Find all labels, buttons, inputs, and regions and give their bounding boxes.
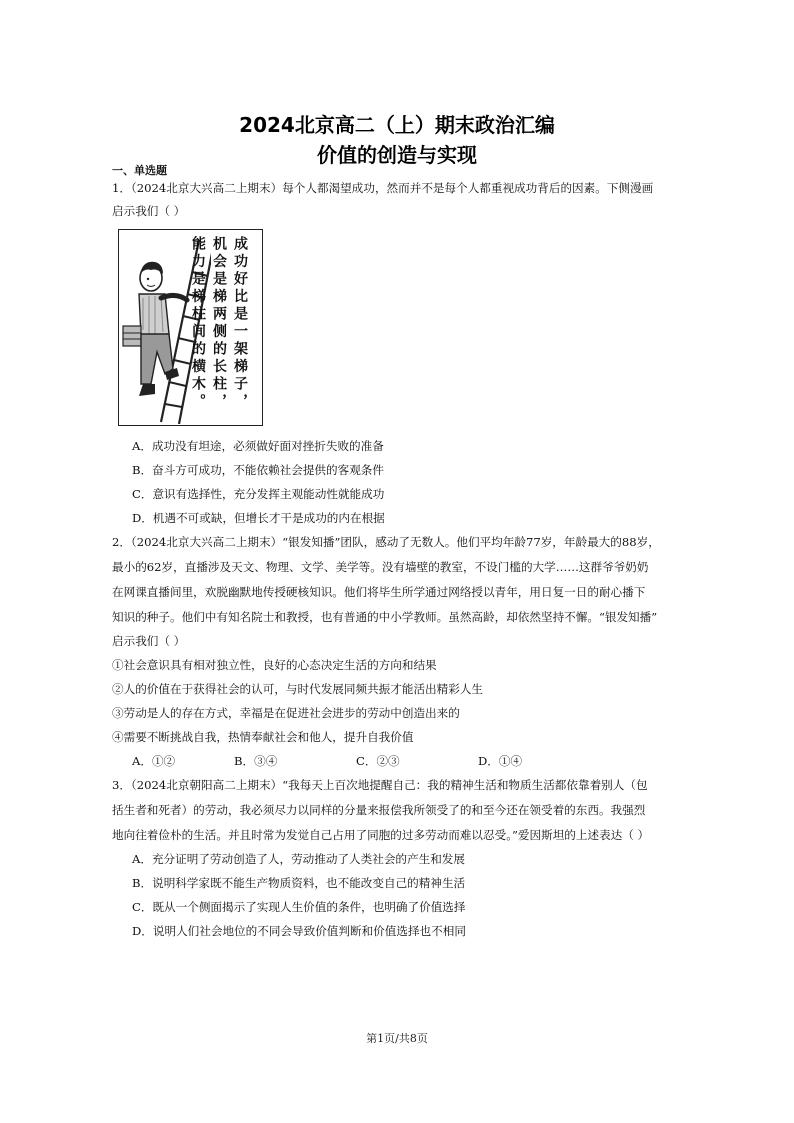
cartoon-caption-col3: 能力是梯柱间的横木。 [190, 236, 206, 411]
q3-option-d: D．说明人们社会地位的不同会导致价值判断和价值选择也不相同 [132, 924, 466, 938]
page-number: 第1页/共8页 [366, 1032, 428, 1045]
q3-stem-line3: 地向往着俭朴的生活。并且时常为发觉自己占用了同胞的过多劳动而难以忍受。”爱因斯坦的上述表达（ ） [112, 828, 650, 842]
q2-choice-b: B．③④ [234, 754, 278, 768]
q1-option-a: A．成功没有坦途，必须做好面对挫折失败的准备 [132, 439, 384, 453]
q1-stem-line1: 1．（2024北京大兴高二上期末）每个人都渴望成功，然而并不是每个人都重视成功背后的因素。下侧漫画 [112, 181, 654, 195]
q2-statement-1: ①社会意识具有相对独立性，良好的心态决定生活的方向和结果 [112, 658, 437, 672]
q2-choice-d: D．①④ [478, 754, 523, 768]
q2-stem-line1: 2．（2024北京大兴高二上期末）“银发知播”团队，感动了无数人。他们平均年龄77岁，年龄最大的88岁， [112, 535, 660, 549]
q2-choice-a: A．①② [132, 754, 176, 768]
section-label: 一、单选题 [112, 164, 167, 177]
q1-stem-line2: 启示我们（ ） [112, 204, 186, 218]
q3-option-b: B．说明科学家既不能生产物质资料，也不能改变自己的精神生活 [132, 876, 466, 890]
q2-statement-3: ③劳动是人的存在方式，幸福是在促进社会进步的劳动中创造出来的 [112, 706, 460, 720]
q3-stem-line1: 3．（2024北京朝阳高二上期末）“我每天上百次地提醒自己：我的精神生活和物质生活都依靠着别人（包 [112, 778, 648, 792]
cartoon-caption-col2: 机会是梯两侧的长柱， [211, 236, 227, 411]
page-subtitle: 价值的创造与实现 [317, 143, 477, 167]
cartoon-caption-col1: 成功好比是一架梯子， [232, 236, 248, 411]
page-title: 2024北京高二（上）期末政治汇编 [239, 113, 555, 137]
q3-option-a: A．充分证明了劳动创造了人，劳动推动了人类社会的产生和发展 [132, 852, 465, 866]
q2-statement-4: ④需要不断挑战自我，热情奉献社会和他人，提升自我价值 [112, 730, 414, 744]
q2-stem-line5: 启示我们（ ） [112, 634, 186, 648]
q2-stem-line3: 在网课直播间里，欢脱幽默地传授硬核知识。他们将毕生所学通过网络授以青年，用日复一日的耐心播下 [112, 585, 646, 599]
q3-stem-line2: 括生者和死者）的劳动，我必须尽力以同样的分量来报偿我所领受了的和至今还在领受着的东西。我强烈 [112, 803, 646, 817]
cartoon-image [118, 229, 263, 426]
q2-statement-2: ②人的价值在于获得社会的认可，与时代发展同频共振才能活出精彩人生 [112, 682, 484, 696]
q3-option-c: C．既从一个侧面揭示了实现人生价值的条件，也明确了价值选择 [132, 900, 466, 914]
q2-stem-line4: 知识的种子。他们中有知名院士和教授，也有普通的中小学教师。虽然高龄，却依然坚持不懈。“银发知播” [112, 610, 658, 624]
q1-option-b: B．奋斗方可成功，不能依赖社会提供的客观条件 [132, 463, 384, 477]
q2-stem-line2: 最小的62岁，直播涉及天文、物理、文学、美学等。没有墙壁的教室，不设门槛的大学……这群爷爷奶奶 [112, 560, 649, 574]
q1-option-c: C．意识有选择性，充分发挥主观能动性就能成功 [132, 487, 385, 501]
q1-option-d: D．机遇不可或缺，但增长才干是成功的内在根据 [132, 511, 385, 525]
q2-choice-c: C．②③ [356, 754, 400, 768]
